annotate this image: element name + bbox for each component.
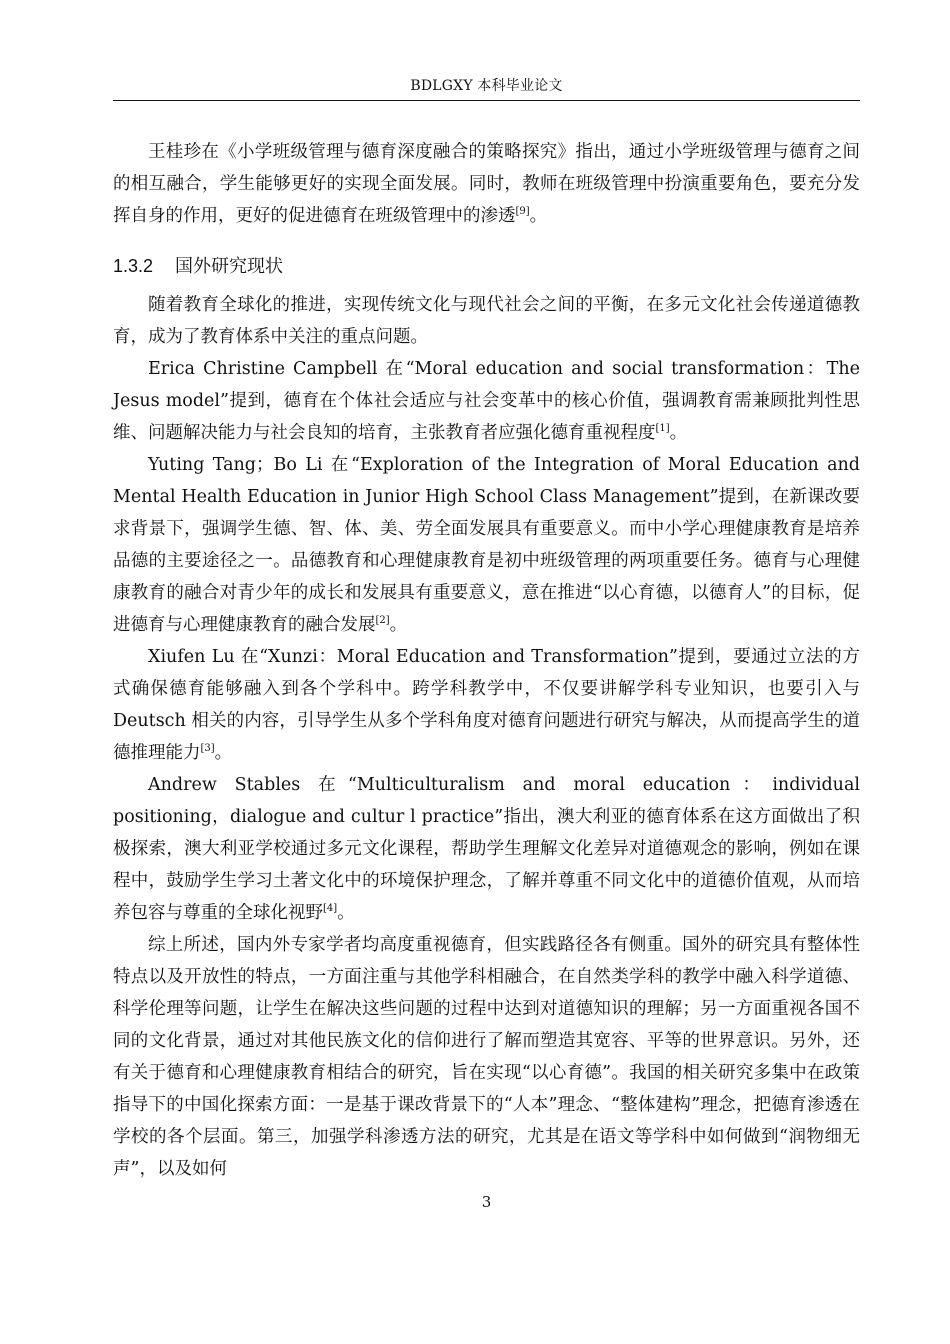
paragraph-intro <box>113 289 860 353</box>
citation-ref: [4] <box>323 903 338 915</box>
citation-ref: [3] <box>200 743 215 755</box>
paragraph-end: 。 <box>214 743 233 763</box>
header-divider <box>113 100 860 101</box>
paragraph-end: 。 <box>529 206 548 226</box>
citation-ref: [9] <box>515 206 530 218</box>
citation-ref: [1] <box>655 423 670 435</box>
section-number: 1.3.2 <box>113 256 154 276</box>
paragraph-lu <box>113 641 860 769</box>
paragraph-text: Yuting Tang；Bo Li 在“Exploration of the Integration of Moral Education and Mental Health Education in Junior High School Class Management”提到，在新课改要求背景下，强调学生德、智、体、美、劳全面发展具有重要意义。而中小学心理健康教育是培养品德的主要途径之一。品德教育和心理健康教育是初中班级管理的两项重要任务。德育与心理健康教育的融合对青少年的成长和发展具有重要意义，意在推进“以心育德，以德育人”的目标，促进德育与心理健康教育的融合发展 <box>113 455 860 635</box>
paragraph-text: Andrew Stables 在“Multiculturalism and moral education：individual positioning，dialogue and cultur l practice”指出，澳大利亚的德育体系在这方面做出了积极探索，澳大利亚学校通过多元文化课程，帮助学生理解文化差异对道德观念的影响，例如在课程中，鼓励学生学习土著文化中的环境保护理念，了解并尊重不同文化中的道德价值观，从而培养包容与尊重的全球化视野 <box>113 775 860 923</box>
paragraph-summary <box>113 929 860 1185</box>
paragraph-text: 综上所述，国内外专家学者均高度重视德育，但实践路径各有侧重。国外的研究具有整体性特点以及开放性的特点，一方面注重与其他学科相融合，在自然类学科的教学中融入科学道德、科学伦理等问题，让学生在解决这些问题的过程中达到对道德知识的理解；另一方面重视各国不同的文化背景，通过对其他民族文化的信仰进行了解而塑造其宽容、平等的世界意识。另外，还有关于德育和心理健康教育相结合的研究，旨在实现“以心育德”。我国的相关研究多集中在政策指导下的中国化探索方面：一是基于课改背景下的“人本”理念、“整体建构”理念，把德育渗透在学校的各个层面。第三，加强学科渗透方法的研究，尤其是在语文等学科中如何做到“润物细无声”，以及如何 <box>113 935 860 1179</box>
section-heading <box>113 252 860 281</box>
paragraph-end: 。 <box>337 903 355 923</box>
section-title: 国外研究现状 <box>175 256 284 277</box>
paragraph-tang-li <box>113 449 860 641</box>
page-body <box>113 136 860 1185</box>
paragraph-end: 。 <box>389 615 408 635</box>
running-header: BDLGXY 本科毕业论文 <box>410 78 563 94</box>
paragraph-campbell <box>113 353 860 449</box>
citation-ref: [2] <box>375 615 390 627</box>
page-number: 3 <box>481 1193 492 1211</box>
paragraph-stables <box>113 769 860 929</box>
paragraph-text: 王桂珍在《小学班级管理与德育深度融合的策略探究》指出，通过小学班级管理与德育之间的相互融合，学生能够更好的实现全面发展。同时，教师在班级管理中扮演重要角色，要充分发挥自身的作用，更好的促进德育在班级管理中的渗透 <box>113 142 860 226</box>
paragraph-text: Xiufen Lu 在“Xunzi：Moral Education and Transformation”提到，要通过立法的方式确保德育能够融入到各个学科中。跨学科教学中，不仅要讲解学科专业知识，也要引入与 Deutsch 相关的内容，引导学生从多个学科角度对德育问题进行研究与解决，从而提高学生的道德推理能力 <box>113 647 860 763</box>
paragraph-text: Erica Christine Campbell 在“Moral education and social transformation：The Jesus model”提到，德育在个体社会适应与社会变革中的核心价值，强调教育需兼顾批判性思维、问题解决能力与社会良知的培育，主张教育者应强化德育重视程度 <box>113 359 860 443</box>
paragraph-end: 。 <box>669 423 688 443</box>
paragraph-wang-guizhen <box>113 136 860 232</box>
paragraph-text: 随着教育全球化的推进，实现传统文化与现代社会之间的平衡，在多元文化社会传递道德教育，成为了教育体系中关注的重点问题。 <box>113 295 860 347</box>
